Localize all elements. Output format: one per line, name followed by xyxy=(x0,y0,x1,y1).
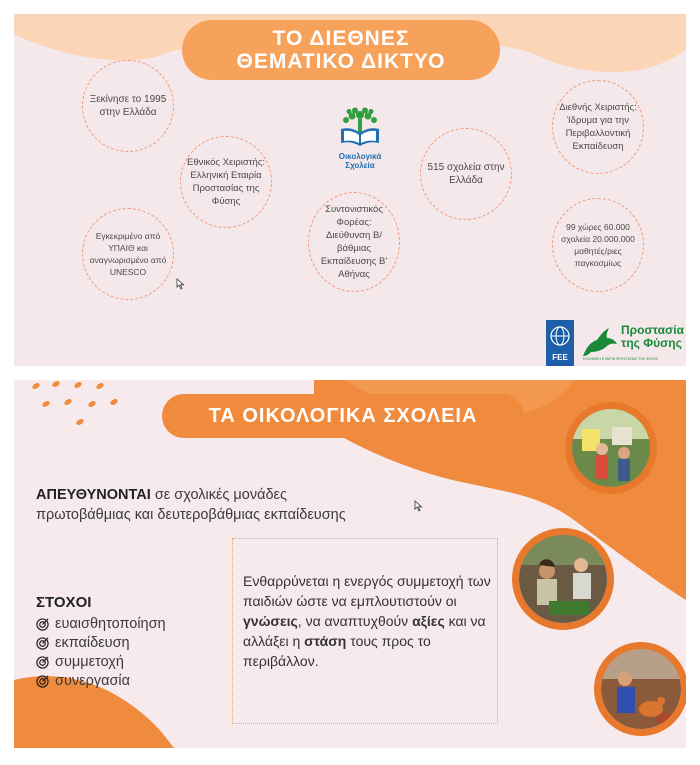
participation-text-box xyxy=(232,538,498,724)
tree-book-icon xyxy=(335,107,385,147)
page-title xyxy=(182,20,500,80)
title-line-2: ΘΕΜΑΤΙΚΟ ΔΙΚΤΥΟ xyxy=(236,50,446,73)
slide-eco-schools xyxy=(14,380,686,748)
photo-kids-hens xyxy=(594,642,686,736)
info-circle-schools-greece: 515 σχολεία στην Ελλάδα xyxy=(420,128,512,220)
pf-name: Προστασία της Φύσης xyxy=(621,323,684,350)
info-circle-approved: Εγκεκριμένο από ΥΠΑΙΘ και αναγνωρισμένο από UNESCO xyxy=(82,208,174,300)
globe-icon xyxy=(550,326,570,346)
target-icon xyxy=(36,618,49,631)
goal-item: ευαισθητοποίηση xyxy=(36,616,166,632)
target-icon xyxy=(36,675,49,688)
info-circle-coordinator: Συντονιστικός Φορέας: Διεύθυνση Β/βάθμιας Εκπαίδευσης Β' Αθήνας xyxy=(308,192,400,292)
mouse-cursor-icon xyxy=(176,278,188,290)
goat-icon xyxy=(579,326,619,358)
mouse-cursor-icon xyxy=(414,500,426,512)
nature-protection-logo xyxy=(579,324,683,364)
info-circle-international-operator: Διεθνής Χειριστής: Ίδρυμα για την Περιβαλλοντική Εκπαίδευση xyxy=(552,80,644,174)
info-circle-national-operator: Εθνικός Χειριστής: Ελληνική Εταιρία Προστασίας της Φύσης xyxy=(180,136,272,228)
target-icon xyxy=(36,656,49,669)
goal-item: εκπαίδευση xyxy=(36,635,130,651)
target-audience-text: ΑΠΕΥΘΥΝΟΝΤΑΙ σε σχολικές μονάδες πρωτοβάθμιας και δευτεροβάθμιας εκπαίδευσης xyxy=(36,487,346,523)
slide-thematic-network xyxy=(14,14,686,366)
participation-text: Ενθαρρύνεται η ενεργός συμμετοχή των παιδιών ώστε να εμπλουτιστούν οι γνώσεις, να αναπτυχθούν αξίες και να αλλάξει η στάση τους προς το περιβάλλον. xyxy=(243,573,491,669)
info-circle-global-stats: 99 χώρες 60.000 σχολεία 20.000.000 μαθητές/ριες παγκοσμίως xyxy=(552,198,644,292)
eco-logo-line-2: Σχολεία xyxy=(345,161,375,170)
goal-item: συνεργασία xyxy=(36,673,130,689)
photo-kids-posters xyxy=(565,402,657,494)
decor-dots xyxy=(28,380,158,440)
target-icon xyxy=(36,637,49,650)
info-circle-start: Ξεκίνησε το 1995 στην Ελλάδα xyxy=(82,60,174,152)
pf-subtitle: ΕΛΛΗΝΙΚΗ ΕΤΑΙΡΙΑ ΠΡΟΣΤΑΣΙΑΣ ΤΗΣ ΦΥΣΗΣ xyxy=(583,357,658,361)
goals-heading: ΣΤΟΧΟΙ xyxy=(36,594,92,611)
photo-kids-garden xyxy=(512,528,614,630)
title-line-1: ΤΟ ΔΙΕΘΝΕΣ xyxy=(272,27,410,50)
goal-item: συμμετοχή xyxy=(36,654,124,670)
page-title: ΤΑ ΟΙΚΟΛΟΓΙΚΑ ΣΧΟΛΕΙΑ xyxy=(162,394,524,438)
eco-schools-logo xyxy=(325,107,395,170)
fee-logo: FEE xyxy=(546,320,574,366)
eco-logo-line-1: Οικολογικά xyxy=(338,152,382,161)
